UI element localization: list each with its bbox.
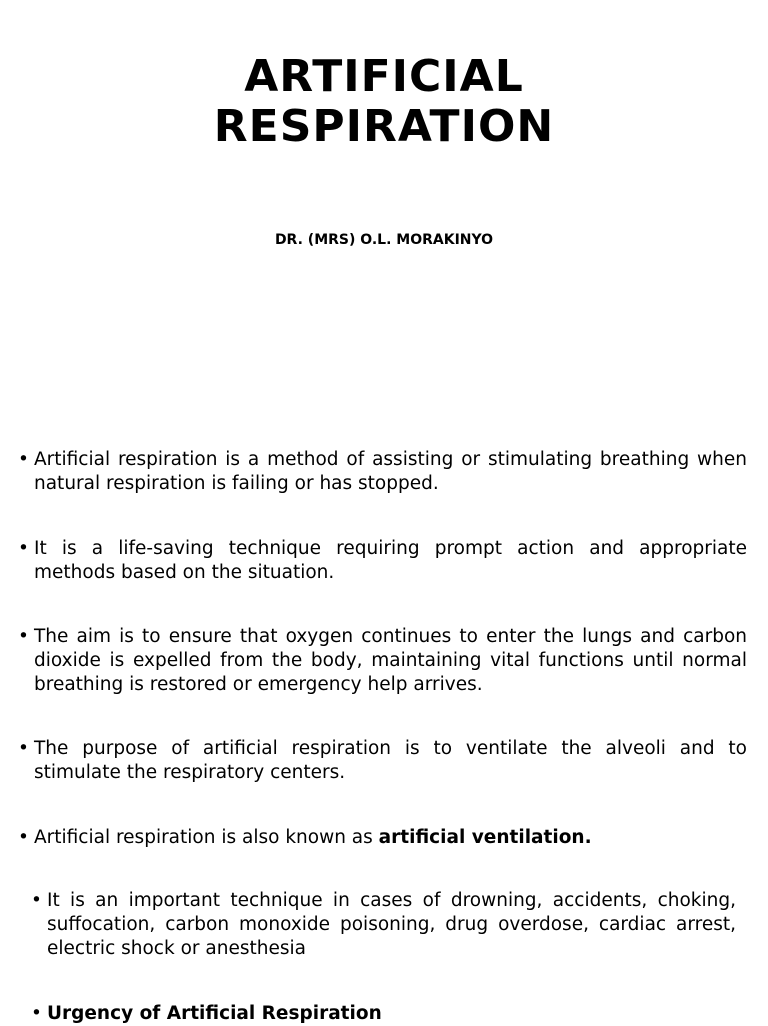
bullet-text-bold: artificial ventilation. xyxy=(378,827,592,848)
list-item xyxy=(31,889,736,961)
bullet-marker: • xyxy=(18,626,29,647)
title-line-1: ARTIFICIAL xyxy=(244,51,524,102)
bullet-marker: • xyxy=(18,738,29,759)
list-item xyxy=(18,826,747,850)
list-item xyxy=(18,448,747,496)
bullet-text: The purpose of artificial respiration is to ventilate the alveoli and to stimulate the respiratory centers. xyxy=(34,738,747,783)
bullet-marker: • xyxy=(18,449,29,470)
bullet-text: It is an important technique in cases of drowning, accidents, choking, suffocation, carbon monoxide poisoning, drug overdose, cardiac arrest, electric shock or anesthesia xyxy=(47,890,736,959)
list-item xyxy=(18,537,747,585)
list-item xyxy=(18,737,747,785)
title-line-2: RESPIRATION xyxy=(213,101,555,152)
bullet-marker: • xyxy=(18,827,29,848)
bullet-text-prefix: Artificial respiration is also known as xyxy=(34,827,379,848)
bullet-text: Artificial respiration is a method of assisting or stimulating breathing when natural respiration is failing or has stopped. xyxy=(34,449,747,494)
bullet-marker: • xyxy=(31,1003,42,1024)
author-name: DR. (MRS) O.L. MORAKINYO xyxy=(274,232,494,248)
bullet-text: It is a life-saving technique requiring prompt action and appropriate methods based on the situation. xyxy=(34,538,747,583)
bullet-marker: • xyxy=(18,538,29,559)
bullet-text xyxy=(34,826,747,850)
list-item xyxy=(18,625,747,697)
page-title xyxy=(0,52,768,152)
bullet-text: The aim is to ensure that oxygen continues to enter the lungs and carbon dioxide is expelled from the body, maintaining vital functions until normal breathing is restored or emergency help arrives. xyxy=(34,626,747,695)
list-item xyxy=(31,1002,736,1026)
bullet-heading: Urgency of Artificial Respiration xyxy=(47,1003,382,1024)
bullet-marker: • xyxy=(31,890,42,911)
